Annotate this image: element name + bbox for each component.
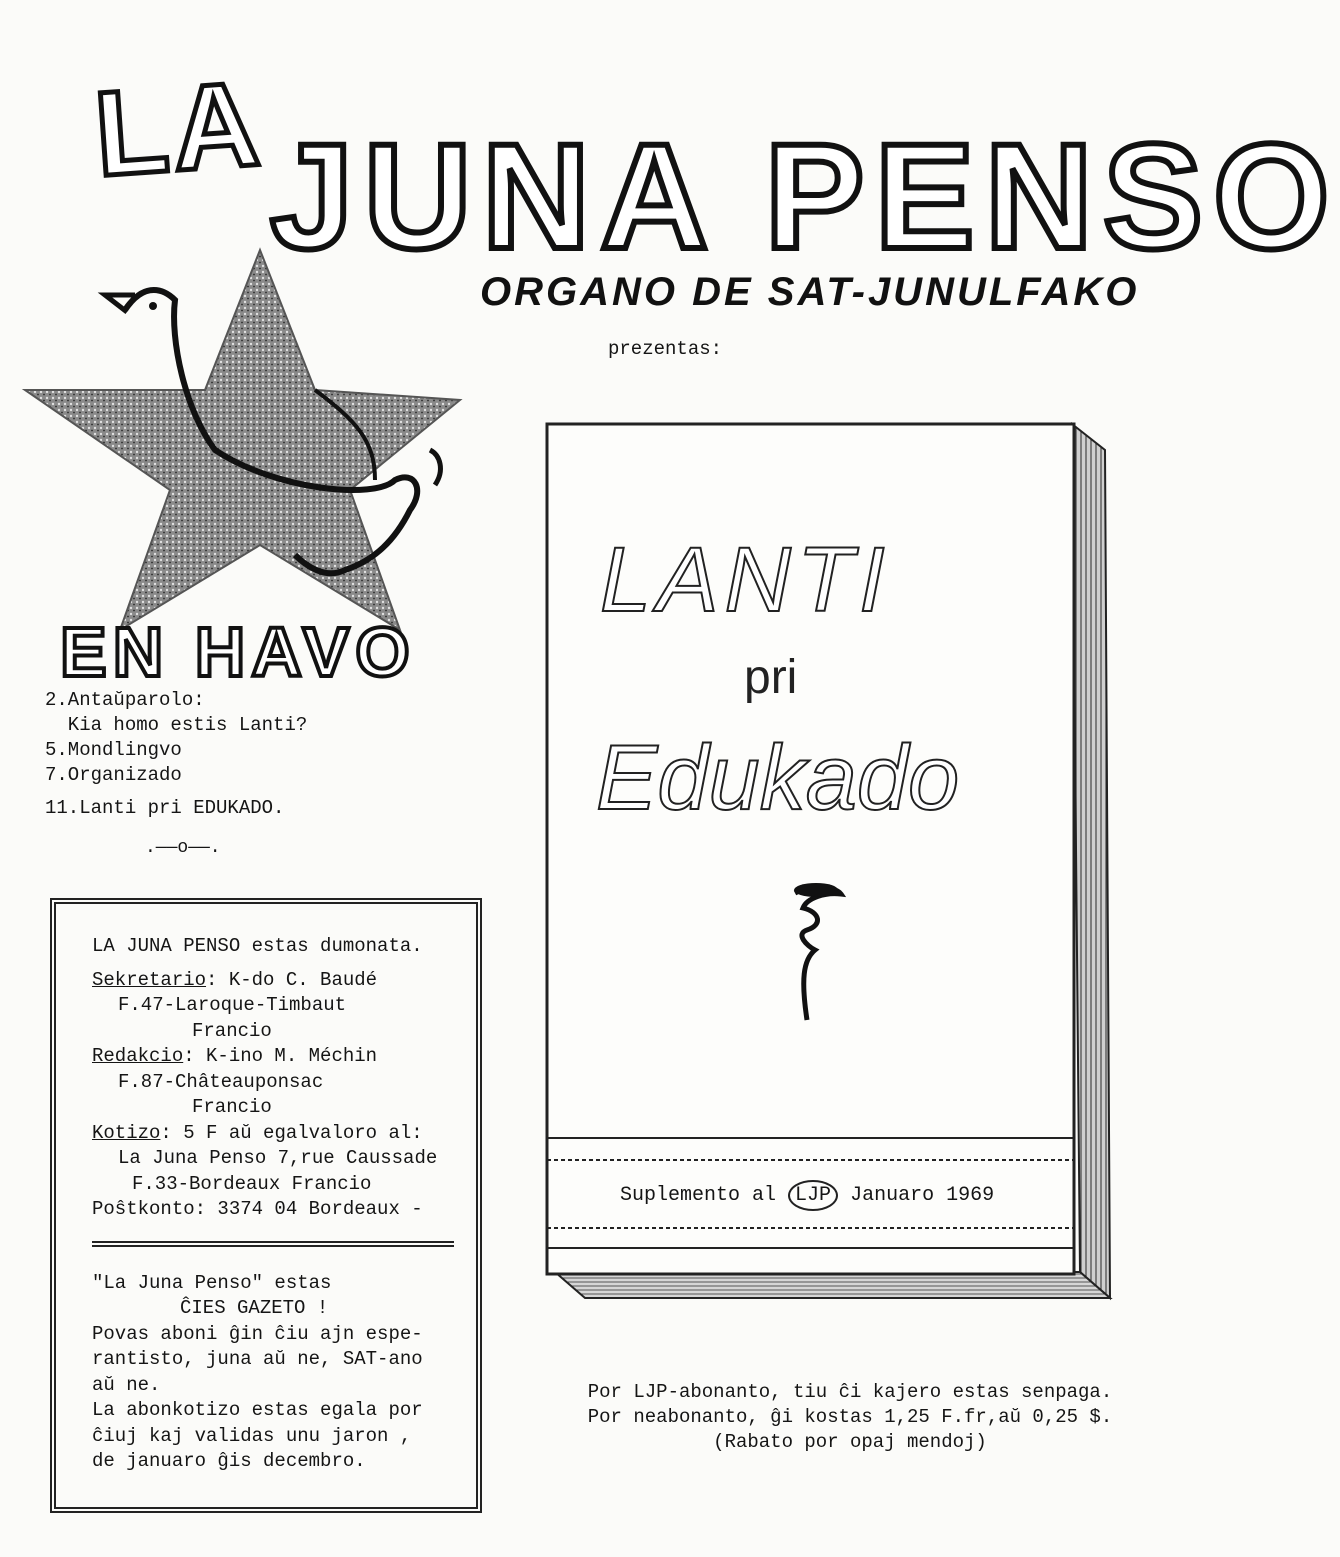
sekretario-label: Sekretario bbox=[92, 968, 207, 991]
info-kotizo bbox=[92, 1121, 454, 1147]
presentas-label: prezentas: bbox=[608, 338, 723, 360]
redakcio-address: F.87-Châteauponsac bbox=[118, 1070, 324, 1093]
promo-line: rantisto, juna aŭ ne, SAT-ano bbox=[92, 1348, 423, 1370]
price-note bbox=[540, 1380, 1160, 1455]
info-frequency: LA JUNA PENSO estas dumonata. bbox=[92, 935, 423, 957]
toc-item: 5.Mondlingvo bbox=[45, 739, 182, 761]
toc-separator: .——o——. bbox=[145, 838, 221, 858]
sekretario-country: Francio bbox=[192, 1019, 272, 1042]
kotizo-city: F.33-Bordeaux Francio bbox=[132, 1172, 372, 1195]
info-divider bbox=[92, 1241, 454, 1247]
masthead-la: LA bbox=[90, 56, 268, 202]
promo-line: aŭ ne. bbox=[92, 1373, 161, 1396]
book-title-edukado: Edukado bbox=[596, 727, 960, 829]
promo-line: La abonkotizo estas egala por bbox=[92, 1399, 423, 1421]
kotizo-label: Kotizo bbox=[92, 1121, 161, 1144]
redakcio-label: Redakcio bbox=[92, 1045, 184, 1067]
toc-item: Kia homo estis Lanti? bbox=[45, 714, 308, 736]
supplement-label: Suplemento al bbox=[620, 1184, 777, 1207]
toc-item: 11.Lanti pri EDUKADO. bbox=[45, 797, 285, 819]
masthead-title: JUNA PENSO bbox=[270, 112, 1340, 280]
promo-slogan: ĈIES GAZETO ! bbox=[180, 1297, 329, 1319]
kotizo-address: La Juna Penso 7,rue Caussade bbox=[118, 1147, 438, 1169]
redakcio-value: : K-ino M. Méchin bbox=[183, 1045, 378, 1067]
info-postkonto: Poŝtkonto: 3374 04 Bordeaux - bbox=[92, 1198, 423, 1220]
promo-line: ĉiuj kaj validas unu jaron , bbox=[92, 1424, 412, 1447]
ljp-logo: LJP bbox=[788, 1180, 838, 1211]
sekretario-value: : K-do C. Baudé bbox=[206, 968, 378, 991]
table-of-contents bbox=[45, 688, 307, 821]
masthead-subtitle: ORGANO DE SAT-JUNULFAKO bbox=[480, 270, 1140, 314]
price-line-discount: (Rabato por opaj mendoj) bbox=[713, 1431, 987, 1453]
book-title-lanti: LANTI bbox=[600, 529, 891, 631]
promo-line: de januaro ĝis decembro. bbox=[92, 1450, 366, 1472]
kotizo-value: : 5 F aŭ egalvaloro al: bbox=[160, 1121, 423, 1144]
contents-heading: EN HAVO bbox=[60, 613, 416, 691]
sekretario-address: F.47-Laroque-Timbaut bbox=[118, 994, 347, 1016]
promo-line: Povas aboni ĝin ĉiu ajn espe- bbox=[92, 1322, 423, 1345]
info-box bbox=[50, 898, 482, 1513]
toc-item: 7.Organizado bbox=[45, 764, 182, 786]
price-line-subscribers: Por LJP-abonanto, tiu ĉi kajero estas senpaga. bbox=[587, 1381, 1113, 1403]
supplement-date: Januaro 1969 bbox=[850, 1184, 995, 1207]
book-title-pri: pri bbox=[744, 651, 798, 704]
supplement-line bbox=[620, 1180, 994, 1211]
info-sekretario bbox=[92, 968, 454, 994]
star-emblem bbox=[15, 240, 475, 640]
price-line-nonsubscribers: Por neabonanto, ĝi kostas 1,25 F.fr,aŭ 0,25 $. bbox=[587, 1406, 1113, 1428]
promo-line: "La Juna Penso" estas bbox=[92, 1271, 332, 1294]
redakcio-country: Francio bbox=[192, 1096, 272, 1118]
toc-item: 2.Antaŭparolo: bbox=[45, 689, 205, 711]
info-redakcio bbox=[92, 1044, 454, 1070]
